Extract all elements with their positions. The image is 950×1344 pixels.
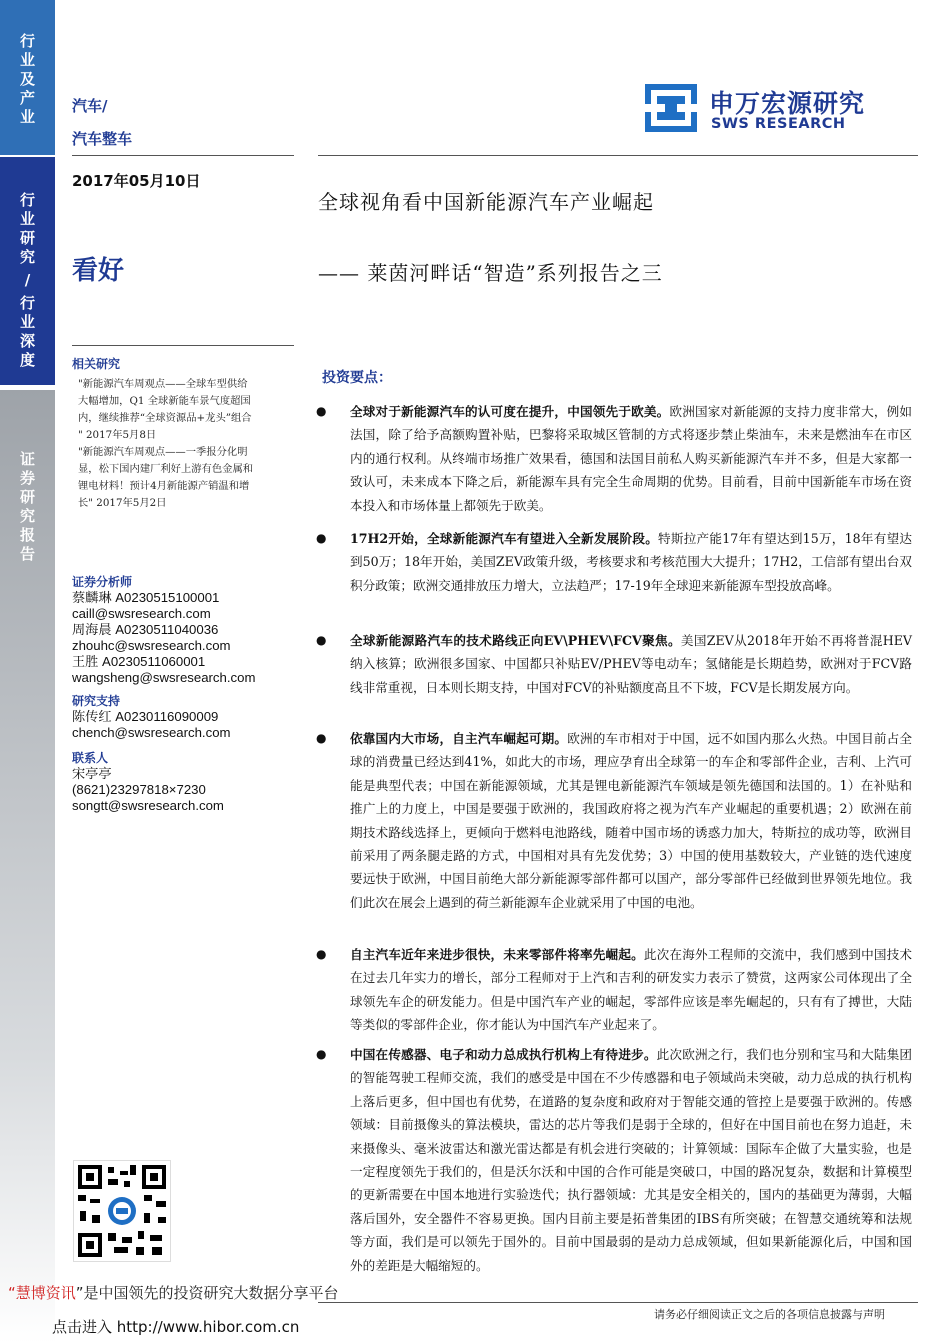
sector-primary: 汽车/ [72,97,108,115]
investment-bullet [312,400,912,517]
support-heading: 研究支持 [72,694,121,708]
bullet-headline: 全球新能源路汽车的技术路线正向EV\PHEV\FCV聚焦。 [350,633,681,648]
investment-heading: 投资要点： [322,370,392,386]
watermark-text[interactable] [8,1282,339,1303]
sidebar-char: 券 [19,469,35,487]
related-item[interactable] [78,376,294,444]
text-line: songtt@swsresearch.com [72,798,224,813]
sidebar-char: 研 [19,229,35,247]
sidebar [0,0,55,1344]
contact-section [72,750,294,814]
sidebar-label-industry [0,32,55,127]
investment-bullet [312,727,912,914]
sector-secondary: 汽车整车 [72,130,133,148]
text-line: chench@swsresearch.com [72,725,231,740]
contact-list [72,766,294,814]
footer-divider [318,1302,918,1303]
bullet-headline: 自主汽车近年来进步很快，未来零部件将率先崛起。 [350,947,644,962]
sws-logo [641,82,901,134]
investment-bullet [312,1043,912,1277]
sidebar-char: 业 [19,313,35,331]
sidebar-separator: / [24,271,31,289]
sidebar-char: 及 [19,70,35,88]
divider-left [72,155,294,156]
divider-left-2 [72,345,294,346]
qr-code[interactable] [73,1160,171,1262]
logo-text-en: SWS RESEARCH [711,116,846,132]
text-line: caill@swsresearch.com [72,606,211,621]
sidebar-block-industry [0,0,55,155]
text-line: 锂电材料！预计4月新能源产销温和增 [78,480,250,492]
divider-right [318,155,918,156]
bullet-body: 欧洲的车市相对于中国，远不如国内那么火热。中国目前占全球的消费量已经达到41%，如此大的市场，理应孕育出全球第一的车企和零部件企业，吉利、上汽可能是典型代表；中国在新能源领域，尤其是锂电新能源汽车领域是领先德国和法国的。1）在补贴和推广上的力度上，中国是要强于欧洲的，我国政府将之视为汽车产业崛起的重要机遇；2）欧洲在前期技术路线选择上，更倾向于燃料电池路线，随着中国市场的诱惑力加大，特斯拉的成功等，欧洲目前采用了两条腿走路的方式，中国相对具有先发优势；3）中国的使用基数较大，产业链的迭代速度要远快于欧洲，中国目前绝大部分新能源零部件都可以国产，部分零部件已经做到世界领先地位。我们此次在展会上遇到的荷兰新能源车企业就采用了中国的电池。 [350,731,913,910]
text-line: 蔡麟琳 A0230515100001 [72,590,220,605]
report-title: 全球视角看中国新能源汽车产业崛起 [318,190,654,214]
watermark-rest: ”是中国领先的投资研究大数据分享平台 [75,1284,339,1302]
sidebar-char: 业 [19,51,35,69]
rating-label: 看好 [72,256,125,286]
sidebar-char: 报 [19,526,35,544]
hibor-link[interactable]: 点击进入 http://www.hibor.com.cn [52,1318,300,1336]
bullet-dot-icon: ● [316,531,327,545]
bullet-headline: 全球对于新能源汽车的认可度在提升，中国领先于欧美。 [350,404,670,419]
text-line: 王胜 A0230511060001 [72,654,206,669]
bullet-headline: 17H2开始，全球新能源汽车有望进入全新发展阶段。 [350,531,659,546]
qr-code-icon [74,1161,170,1261]
related-research [72,356,294,512]
disclaimer-notice: 请务必仔细阅读正文之后的各项信息披露与声明 [654,1308,885,1321]
analysts-section [72,574,294,686]
sidebar-char: 究 [19,248,35,266]
related-item[interactable] [78,444,294,512]
bullet-body: 欧洲国家对新能源的支持力度非常大，例如法国，除了给予高额购置补贴，巴黎将采取城区管制的方式将逐步禁止柴油车，未来是燃油车在市区内的通行权利。从终端市场推广效果看，德国和法国目前私人购买新能源汽车并不多，但是大家都一致认可，未来成本下降之后，新能源车具有完全生命周期的优势。目前看，目前中国新能车市场在资本投入和市场体量上都领先于欧美。 [350,404,913,513]
logo-text-cn: 申万宏源研究 [709,89,866,118]
logo-mark-icon [641,82,701,134]
sidebar-char: 行 [19,294,35,312]
bullet-headline: 依靠国内大市场，自主汽车崛起可期。 [350,731,568,746]
investment-bullet [312,527,912,597]
text-line: (8621)23297818×7230 [72,782,206,797]
sidebar-char: 告 [19,545,35,563]
text-line: 长" 2017年5月2日 [78,497,167,509]
bullet-dot-icon: ● [316,731,327,745]
support-section [72,693,294,741]
sidebar-char: 研 [19,488,35,506]
sidebar-char: 深 [19,332,35,350]
contact-heading: 联系人 [72,751,109,765]
text-line: 内，继续推荐“全球资源品+龙头”组合 [78,412,252,424]
text-line: "新能源汽车周观点——全球车型供给 [78,378,248,390]
sidebar-char: 产 [19,89,35,107]
analysts-heading: 证券分析师 [72,575,133,589]
sidebar-char: 业 [19,210,35,228]
text-line: 陈传红 A0230116090009 [72,709,219,724]
bullet-body: 特斯拉产能17年有望达到15万，18年有望达到50万；18年开始，美国ZEV政策升级，考核要求和考核范围大大提升；17H2，工信部有望出台双积分政策；欧洲交通排放压力增大，立法趋严；17-19年全球迎来新能源车型投放高峰。 [350,531,913,593]
sidebar-label-research [0,191,55,370]
bullet-dot-icon: ● [316,1047,327,1061]
report-date: 2017年05月10日 [72,172,201,190]
bullet-body: 此次欧洲之行，我们也分别和宝马和大陆集团的智能驾驶工程师交流，我们的感受是中国在不少传感器和电子领域尚未突破，动力总成的执行机构上落后更多，但中国也有优势，在道路的复杂度和政府对于智能交通的管控上是要强于欧洲的。传感领域：目前摄像头的算法模块，雷达的芯片等我们是弱于全球的，但好在中国目前也在努力追赶，未来摄像头、毫米波雷达和激光雷达都是有机会进行突破的；计算领域：国际车企做了大量实验，也是一定程度领先于我们的，但是沃尔沃和中国的合作可能是突破口，中国的路况复杂，数据和计算模型的更新需要在中国本地进行实验迭代；执行器领域：尤其是安全相关的，国内的基础更为薄弱，大幅落后国外，安全器件不容易更换。国内目前主要是拓普集团的IBS有所突破；在智慧交通统筹和法规等方面，我们是可以领先于国外的。目前中国最弱的是动力总成领域，但如果新能源化后，中国和国外的差距是大幅缩短的。 [350,1047,913,1273]
sidebar-label-securities [0,450,55,564]
analyst-list [72,590,294,686]
investment-bullet [312,943,912,1037]
sidebar-char: 度 [19,351,35,369]
sidebar-block-research [0,157,55,385]
sidebar-char: 究 [19,507,35,525]
related-heading: 相关研究 [72,357,121,371]
bullet-dot-icon: ● [316,633,327,647]
text-line: wangsheng@swsresearch.com [72,670,256,685]
sidebar-block-securities [0,390,55,1344]
bullet-dot-icon: ● [316,947,327,961]
bullet-body: 此次在海外工程师的交流中，我们感到中国技术在过去几年实力的增长，部分工程师对于上汽和吉利的研发实力表示了赞赏，这两家公司体现出了全球领先车企的研发能力。但是中国汽车产业的崛起，零部件应该是率先崛起的，只有有了搏世，大陆等类似的零部件企业，你才能认为中国汽车产业起来了。 [350,947,913,1033]
watermark-brand: “慧博资讯 [8,1284,76,1302]
text-line: " 2017年5月8日 [78,429,157,441]
text-line: 显，松下国内建厂利好上游有色金属和 [78,463,254,475]
text-line: "新能源汽车周观点——一季报分化明 [78,446,248,458]
investment-bullet [312,629,912,699]
text-line: 宋亭亭 [72,766,112,781]
report-subtitle: —— 莱茵河畔话“智造”系列报告之三 [318,261,663,285]
text-line: zhouhc@swsresearch.com [72,638,231,653]
text-line: 周海晨 A0230511040036 [72,622,219,637]
sidebar-char: 证 [19,450,35,468]
sidebar-char: 行 [19,191,35,209]
bullet-headline: 中国在传感器、电子和动力总成执行机构上有待进步。 [350,1047,657,1062]
sidebar-char: 业 [19,108,35,126]
text-line: 大幅增加，Q1 全球新能车景气度超国 [78,395,251,407]
bullet-dot-icon: ● [316,404,327,418]
support-list [72,709,294,741]
sidebar-char: 行 [19,32,35,50]
bullet-body: 美国ZEV从2018年开始不再将普混HEV纳入核算；欧洲很多国家、中国都只补贴EV/PHEV等电动车；氢储能是长期趋势，欧洲对于FCV路线非常重视，日本则长期支持，中国对FCV的补贴额度高且不下坡，FCV是长期发展方向。 [350,633,913,695]
